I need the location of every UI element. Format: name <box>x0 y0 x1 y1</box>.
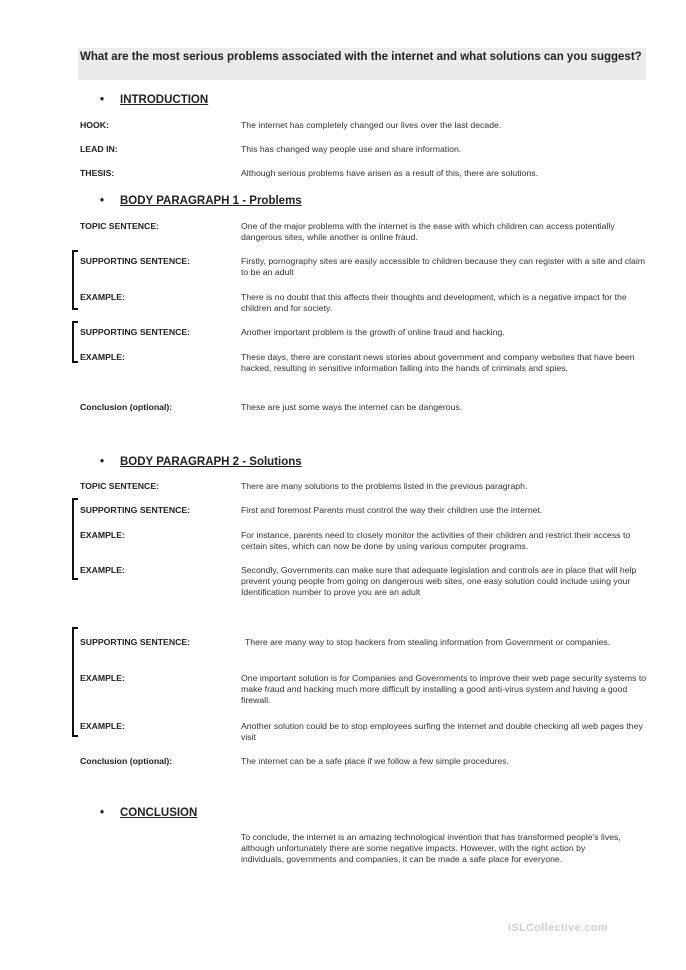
label-example: EXAMPLE: <box>80 673 125 683</box>
worksheet-title: What are the most serious problems associated with the internet and what solutions can you suggest? <box>78 48 646 80</box>
text-supporting-sentence: Another important problem is the growth of online fraud and hacking. <box>241 327 505 337</box>
bullet: • <box>100 94 105 106</box>
label-topic-sentence: TOPIC SENTENCE: <box>80 221 160 231</box>
text-example: One important solution is for Companies and Governments to improve their web page security systems to make fraud and hacking much more difficult by installing a good anti-virus system and having a good firewall. <box>241 673 647 705</box>
heading-introduction <box>100 93 208 107</box>
label-supporting-sentence: SUPPORTING SENTENCE: <box>80 637 191 647</box>
heading-text: INTRODUCTION <box>120 94 209 106</box>
label-example: EXAMPLE: <box>80 292 125 302</box>
label-example: EXAMPLE: <box>80 565 125 575</box>
heading-conclusion <box>100 806 197 820</box>
text-example: There is no doubt that this affects their thoughts and development, which is a negative impact for the children and for society. <box>241 292 627 313</box>
conclusion-paragraph: To conclude, the internet is an amazing technological invention that has transformed people's lives, although unfortunately there are some negative impacts. However, with the right action by individuals, governments and companies, it can be made a safe place for everyone. <box>241 832 621 864</box>
bracket <box>72 250 78 310</box>
text-topic-sentence: There are many solutions to the problems listed in the previous paragraph. <box>241 481 528 491</box>
label-supporting-sentence: SUPPORTING SENTENCE: <box>80 505 191 515</box>
bullet: • <box>100 807 105 819</box>
watermark-logo: iSLCollective.com <box>508 922 608 934</box>
label-example: EXAMPLE: <box>80 352 125 362</box>
text-example: Another solution could be to stop employees surfing the internet and double checking all web pages they visit <box>241 721 643 742</box>
bullet: • <box>100 456 105 468</box>
heading-text: BODY PARAGRAPH 1 - Problems <box>120 195 302 207</box>
text-supporting-sentence: Firstly, pornography sites are easily accessible to children because they can register with a site and claim to be an adult <box>241 256 645 277</box>
heading-body-paragraph-2 <box>100 455 302 469</box>
label-lead-in: LEAD IN: <box>80 144 118 154</box>
text-lead-in: This has changed way people use and share information. <box>241 144 462 154</box>
text-conclusion-optional: The internet can be a safe place if we follow a few simple procedures. <box>241 756 510 766</box>
heading-text: CONCLUSION <box>120 807 198 819</box>
label-supporting-sentence: SUPPORTING SENTENCE: <box>80 327 191 337</box>
heading-body-paragraph-1 <box>100 194 302 208</box>
label-conclusion-optional: Conclusion (optional): <box>80 756 173 766</box>
text-example: For instance, parents need to closely monitor the activities of their children and restrict their access to certain sites, which can now be done by using various computer programs. <box>241 530 631 551</box>
bracket <box>72 627 78 737</box>
label-example: EXAMPLE: <box>80 530 125 540</box>
label-example: EXAMPLE: <box>80 721 125 731</box>
bullet: • <box>100 195 105 207</box>
text-example: Secondly, Governments can make sure that adequate legislation and controls are in place that will help prevent young people from going on dangerous web sites, one easy solution could include using your Identification number to prove you are an adult <box>241 565 637 597</box>
text-conclusion-optional: These are just some ways the internet can be dangerous. <box>241 402 463 412</box>
text-example: These days, there are constant news stories about government and company websites that have been hacked, resulting in sensitive information falling into the hands of criminals and spies. <box>241 352 635 373</box>
heading-text: BODY PARAGRAPH 2 - Solutions <box>120 456 302 468</box>
text-topic-sentence: One of the major problems with the internet is the ease with which children can access potentially dangerous sites, while another is online fraud. <box>241 221 615 242</box>
label-topic-sentence: TOPIC SENTENCE: <box>80 481 160 491</box>
text-supporting-sentence: There are many way to stop hackers from stealing information from Government or companies. <box>245 637 611 647</box>
label-hook: HOOK: <box>80 120 109 130</box>
label-conclusion-optional: Conclusion (optional): <box>80 402 173 412</box>
bracket <box>72 498 78 580</box>
bracket <box>72 321 78 363</box>
text-supporting-sentence: First and foremost Parents must control the way their children use the internet. <box>241 505 543 515</box>
label-thesis: THESIS: <box>80 168 115 178</box>
text-hook: The internet has completely changed our lives over the last decade. <box>241 120 502 130</box>
text-thesis: Although serious problems have arisen as a result of this, there are solutions. <box>241 168 538 178</box>
label-supporting-sentence: SUPPORTING SENTENCE: <box>80 256 191 266</box>
